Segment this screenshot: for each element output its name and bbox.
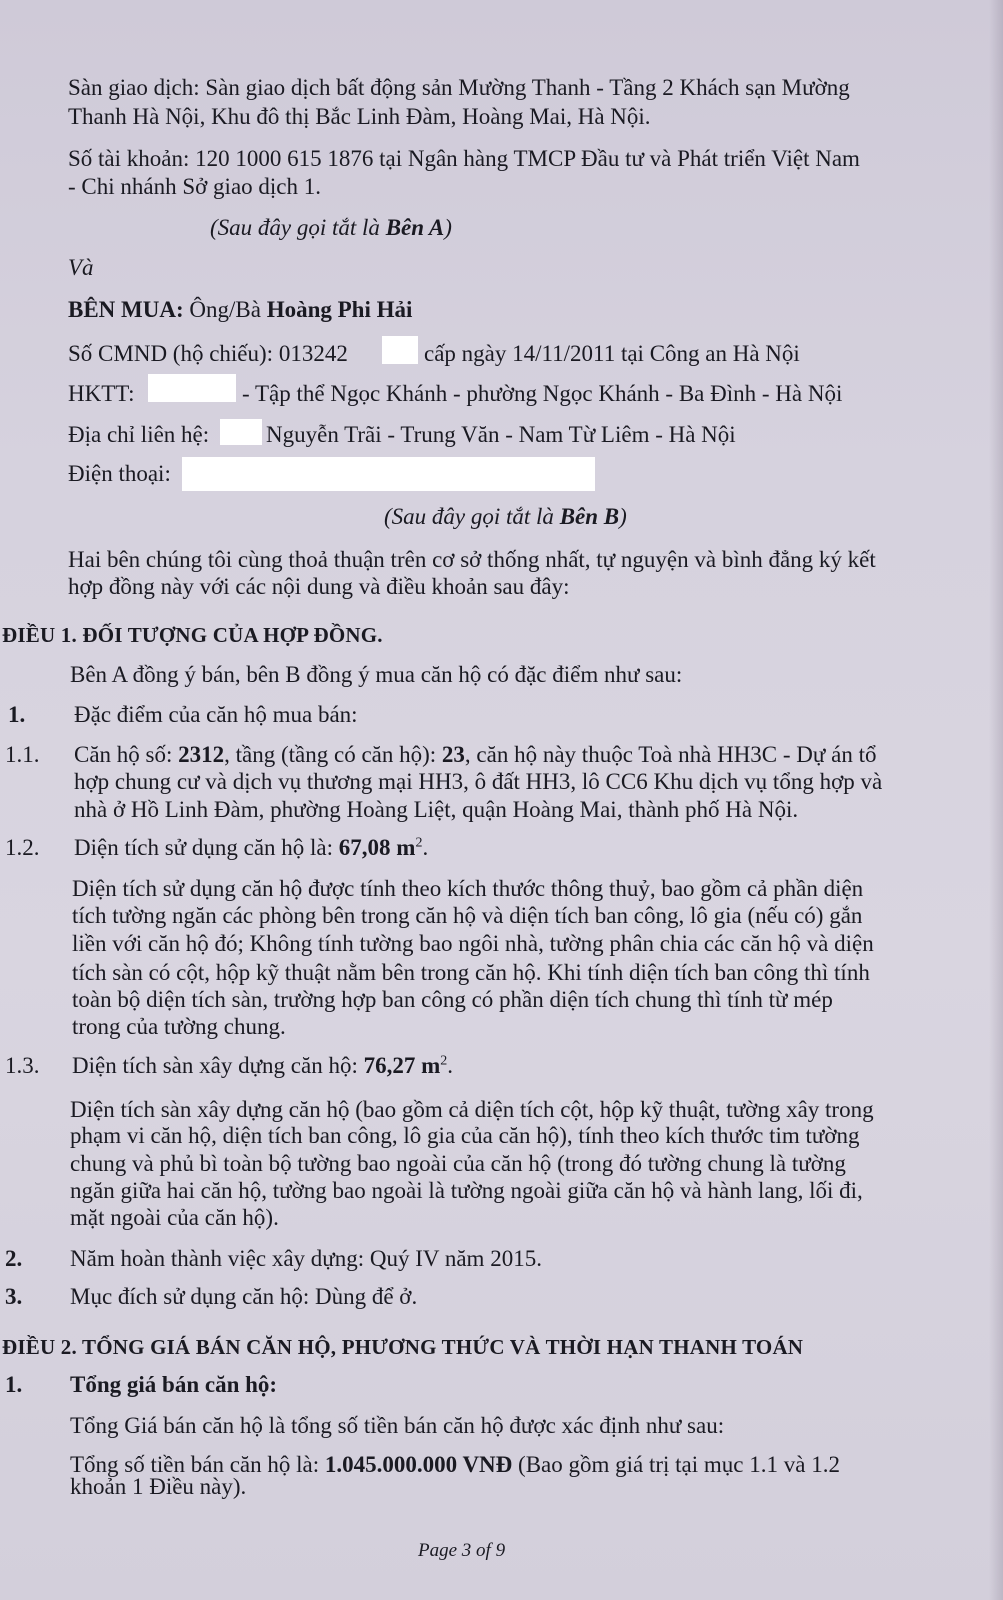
total-price-label: Tổng số tiền bán căn hộ là: (70, 1452, 325, 1477)
buyer-label: BÊN MUA: (68, 297, 184, 322)
item-1-2-text (74, 834, 428, 861)
phone-label: Điện thoại: (68, 461, 171, 486)
floor-area-desc-3: chung và phủ bì toàn bộ tường bao ngoài của căn hộ (trong đó tường chung là tường (70, 1151, 846, 1176)
id-issue: cấp ngày 14/11/2011 tại Công an Hà Nội (424, 341, 800, 366)
item-1-1-line-1 (74, 741, 877, 768)
hktt-label: HKTT: (68, 381, 135, 406)
usable-area-desc-2: tích tường ngăn các phòng bên trong căn hộ và diện tích ban công, lô gia (nếu có) gắn (72, 903, 863, 928)
total-price-intro: Tổng Giá bán căn hộ là tổng số tiền bán căn hộ được xác định như sau: (70, 1413, 725, 1438)
paper-edge-shadow (989, 0, 1003, 1600)
usable-area-desc-3: liền với căn hộ đó; Không tính tường bao ngôi nhà, tường phân chia các căn hộ và diện (72, 931, 874, 956)
floor-area-desc-2: phạm vi căn hộ, diện tích ban công, lô gia của căn hộ), tính theo kích thước tim tường (70, 1123, 860, 1148)
party-b-alias (384, 503, 627, 530)
exchange-line-1: Sàn giao dịch: Sàn giao dịch bất động sản Mường Thanh - Tầng 2 Khách sạn Mường (68, 75, 850, 100)
floor-area-desc-4: ngăn giữa hai căn hộ, tường bao ngoài là tường ngoài giữa căn hộ và hành lang, lối đi, (70, 1178, 863, 1203)
article-2-item-1-text: Tổng giá bán căn hộ: (70, 1372, 278, 1397)
id-label: Số CMND (hộ chiếu): 013242 (68, 341, 348, 366)
sentence-end: . (447, 1053, 454, 1078)
redaction-phone (182, 457, 595, 491)
redaction-hktt (148, 374, 236, 402)
conjunction: Và (68, 255, 94, 280)
account-line-2: - Chi nhánh Sở giao dịch 1. (68, 174, 321, 199)
item-1-text: Đặc điểm của căn hộ mua bán: (74, 702, 358, 727)
sentence-end: . (422, 835, 429, 860)
buyer-title: Ông/Bà (189, 297, 261, 322)
article-2-heading: ĐIỀU 2. TỔNG GIÁ BÁN CĂN HỘ, PHƯƠNG THỨC VÀ THỜI HẠN THANH TOÁN (2, 1335, 804, 1359)
alias-suffix: ) (619, 504, 627, 529)
usable-area-label: Diện tích sử dụng căn hộ là: (74, 835, 339, 860)
item-3-text: Mục đích sử dụng căn hộ: Dùng để ở. (70, 1284, 418, 1309)
alias-suffix: ) (444, 215, 452, 240)
unit-superscript: 2 (415, 835, 423, 851)
apt-label: Căn hộ số: (74, 742, 179, 767)
buyer-line (68, 296, 412, 323)
usable-area-desc-5: toàn bộ diện tích sàn, trường hợp ban công có phần diện tích chung thì tính từ mép (72, 987, 833, 1012)
usable-area-desc-6: trong của tường chung. (72, 1014, 286, 1039)
apt-number: 2312 (178, 742, 225, 767)
alias-name: Bên B (559, 504, 620, 529)
redaction-contact (220, 419, 262, 445)
party-a-alias (210, 214, 452, 241)
article-1-heading: ĐIỀU 1. ĐỐI TƯỢNG CỦA HỢP ĐỒNG. (2, 623, 383, 647)
total-price-line-2: khoản 1 Điều này). (70, 1474, 247, 1499)
item-2-number: 2. (5, 1246, 23, 1271)
item-1-1-number: 1.1. (5, 742, 40, 767)
item-1-3-text (72, 1052, 453, 1079)
redaction-id (382, 336, 418, 364)
building-text: , căn hộ này thuộc Toà nhà HH3C - Dự án tổ (464, 742, 877, 767)
page-number: Page 3 of 9 (418, 1540, 506, 1561)
unit-superscript: 2 (440, 1053, 448, 1069)
alias-prefix: (Sau đây gọi tắt là (384, 504, 560, 529)
hktt-value: - Tập thể Ngọc Khánh - phường Ngọc Khánh - Ba Đình - Hà Nội (242, 381, 843, 406)
article-2-item-1-number: 1. (5, 1372, 23, 1397)
total-price-note: (Bao gồm giá trị tại mục 1.1 và 1.2 (512, 1452, 840, 1477)
alias-prefix: (Sau đây gọi tắt là (210, 215, 386, 240)
item-1-number: 1. (8, 702, 26, 727)
alias-name: Bên A (385, 215, 445, 240)
usable-area-value: 67,08 m (338, 835, 416, 860)
total-price-value: 1.045.000.000 VNĐ (324, 1452, 513, 1477)
floor-area-desc-1: Diện tích sàn xây dựng căn hộ (bao gồm cả diện tích cột, hộp kỹ thuật, tường xây trong (70, 1097, 874, 1122)
item-1-1-line-2: hợp chung cư và dịch vụ thương mại HH3, ô đất HH3, lô CC6 Khu dịch vụ tổng hợp và (74, 769, 883, 794)
exchange-line-2: Thanh Hà Nội, Khu đô thị Bắc Linh Đàm, Hoàng Mai, Hà Nội. (68, 104, 651, 129)
account-line-1: Số tài khoản: 120 1000 615 1876 tại Ngân hàng TMCP Đầu tư và Phát triển Việt Nam (68, 146, 860, 171)
contact-value: Nguyễn Trãi - Trung Văn - Nam Từ Liêm - Hà Nội (266, 422, 736, 447)
contact-label: Địa chỉ liên hệ: (68, 422, 210, 447)
agreement-line-2: hợp đồng này với các nội dung và điều khoản sau đây: (68, 574, 570, 599)
floor-area-value: 76,27 m (363, 1053, 441, 1078)
floor-area-label: Diện tích sàn xây dựng căn hộ: (72, 1053, 364, 1078)
item-1-2-number: 1.2. (5, 835, 40, 860)
usable-area-desc-4: tích sàn có cột, hộp kỹ thuật nằm bên trong căn hộ. Khi tính diện tích ban công thì tính (72, 960, 870, 985)
article-1-intro: Bên A đồng ý bán, bên B đồng ý mua căn hộ có đặc điểm như sau: (70, 662, 683, 687)
floor-area-desc-5: mặt ngoài của căn hộ). (70, 1205, 279, 1230)
item-3-number: 3. (5, 1284, 23, 1309)
floor-label: , tầng (tầng có căn hộ): (224, 742, 442, 767)
item-1-1-line-3: nhà ở Hồ Linh Đàm, phường Hoàng Liệt, quận Hoàng Mai, thành phố Hà Nội. (74, 797, 799, 822)
floor-number: 23 (441, 742, 465, 767)
item-2-text: Năm hoàn thành việc xây dựng: Quý IV năm 2015. (70, 1246, 542, 1271)
item-1-3-number: 1.3. (5, 1053, 40, 1078)
buyer-name: Hoàng Phi Hải (266, 297, 413, 322)
usable-area-desc-1: Diện tích sử dụng căn hộ được tính theo kích thước thông thuỷ, bao gồm cả phần diện (72, 876, 864, 901)
agreement-line-1: Hai bên chúng tôi cùng thoả thuận trên cơ sở thống nhất, tự nguyện và bình đẳng ký kết (68, 547, 876, 572)
